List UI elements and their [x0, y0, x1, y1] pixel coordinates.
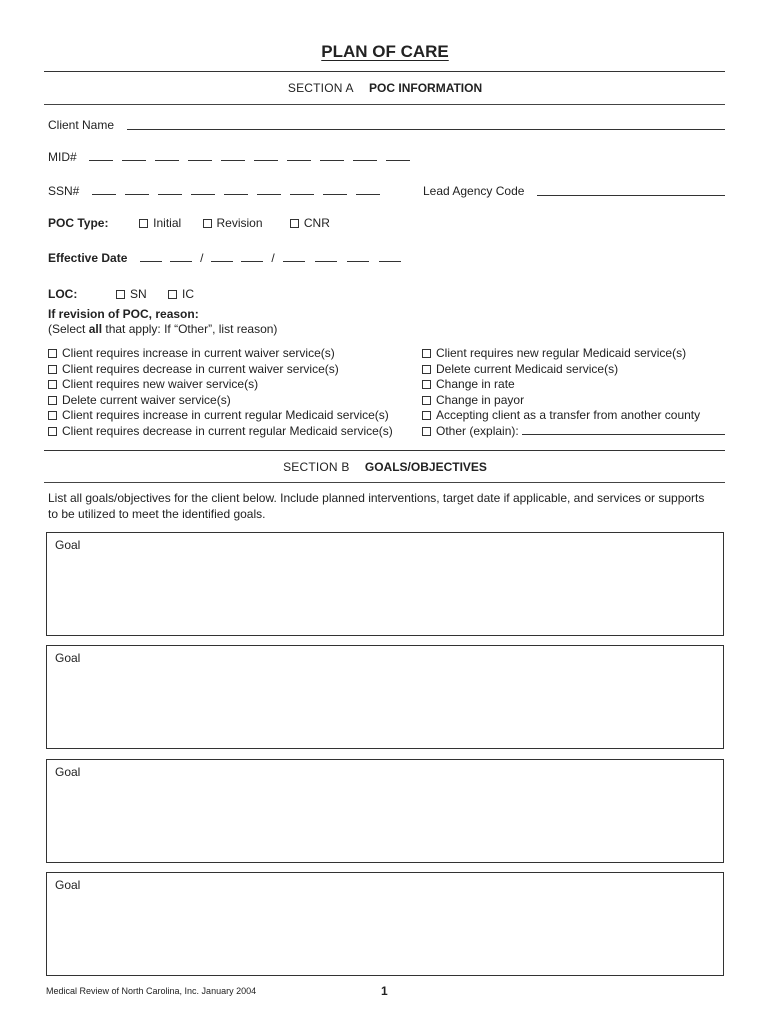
checkbox[interactable]	[422, 396, 431, 405]
poc-type-label: POC Type:	[48, 216, 109, 230]
reason-item[interactable]: Client requires increase in current waiver service(s)	[48, 346, 393, 362]
reason-item[interactable]: Change in payor	[422, 393, 700, 409]
section-b-header	[0, 460, 770, 474]
footer-text: Medical Review of North Carolina, Inc. January 2004	[46, 986, 257, 996]
goal-label: Goal	[55, 538, 81, 552]
checkbox[interactable]	[48, 411, 57, 420]
reason-item[interactable]: Accepting client as a transfer from another county	[422, 408, 700, 424]
loc-row	[48, 287, 212, 301]
divider	[44, 482, 725, 483]
reason-item[interactable]: Change in rate	[422, 377, 700, 393]
checkbox[interactable]	[422, 365, 431, 374]
checkbox[interactable]	[422, 380, 431, 389]
poc-type-row	[48, 216, 348, 230]
poc-type-revision-option[interactable]: Revision	[203, 216, 263, 230]
mid-row	[48, 150, 419, 164]
checkbox[interactable]	[48, 380, 57, 389]
divider	[44, 71, 725, 72]
goals-instructions: List all goals/objectives for the client below. Include planned interventions, target date if applicable, and services or supports to be utilized to meet the identified goals.	[48, 491, 705, 521]
checkbox[interactable]	[422, 349, 431, 358]
page-number: 1	[381, 984, 388, 998]
lead-agency-field[interactable]	[537, 195, 725, 196]
checkbox[interactable]	[48, 396, 57, 405]
client-name-label: Client Name	[48, 118, 115, 132]
poc-type-initial-option[interactable]: Initial	[139, 216, 181, 230]
section-a-header	[0, 81, 770, 95]
goal-box[interactable]	[46, 759, 724, 863]
mid-field[interactable]	[89, 150, 419, 164]
reason-item[interactable]: Client requires new waiver service(s)	[48, 377, 393, 393]
reason-item[interactable]: Client requires increase in current regular Medicaid service(s)	[48, 408, 393, 424]
checkbox[interactable]	[290, 219, 299, 228]
checkbox[interactable]	[48, 427, 57, 436]
reason-item[interactable]: Delete current waiver service(s)	[48, 393, 393, 409]
reason-item[interactable]: Client requires decrease in current regular Medicaid service(s)	[48, 424, 393, 440]
checkbox[interactable]	[48, 349, 57, 358]
checkbox[interactable]	[203, 219, 212, 228]
section-a-prefix: SECTION A	[287, 81, 354, 95]
revision-heading: If revision of POC, reason:	[48, 307, 199, 321]
checkbox[interactable]	[422, 411, 431, 420]
divider	[44, 104, 725, 105]
effective-date-field[interactable]: / /	[140, 251, 401, 265]
section-a-name: POC INFORMATION	[369, 81, 483, 95]
checkbox[interactable]	[168, 290, 177, 299]
goal-box[interactable]	[46, 872, 724, 976]
goal-label: Goal	[55, 765, 81, 779]
divider	[44, 450, 725, 451]
revision-reasons-left	[48, 346, 393, 439]
reason-item[interactable]: Delete current Medicaid service(s)	[422, 362, 700, 378]
checkbox[interactable]	[139, 219, 148, 228]
mid-label: MID#	[48, 150, 77, 164]
client-name-field[interactable]	[127, 129, 725, 130]
ssn-row	[48, 184, 389, 198]
effective-date-row	[48, 251, 401, 265]
revision-instructions: (Select all that apply: If “Other”, list reason)	[48, 322, 278, 336]
loc-ic-option[interactable]: IC	[168, 287, 194, 301]
goal-label: Goal	[55, 878, 81, 892]
goal-label: Goal	[55, 651, 81, 665]
goal-box[interactable]	[46, 532, 724, 636]
ssn-field[interactable]	[92, 184, 389, 198]
loc-sn-option[interactable]: SN	[116, 287, 147, 301]
page-title: PLAN OF CARE	[321, 42, 449, 61]
ssn-label: SSN#	[48, 184, 80, 198]
reason-item[interactable]: Client requires new regular Medicaid service(s)	[422, 346, 700, 362]
lead-agency-label: Lead Agency Code	[423, 184, 525, 198]
revision-reasons-right	[422, 346, 700, 439]
poc-type-cnr-option[interactable]: CNR	[290, 216, 330, 230]
effective-date-label: Effective Date	[48, 251, 128, 265]
goal-box[interactable]	[46, 645, 724, 749]
section-b-prefix: SECTION B	[283, 460, 350, 474]
loc-label: LOC:	[48, 287, 78, 301]
other-explain-field[interactable]	[522, 434, 725, 435]
section-b-name: GOALS/OBJECTIVES	[364, 460, 487, 474]
checkbox[interactable]	[48, 365, 57, 374]
checkbox[interactable]	[422, 427, 431, 436]
checkbox[interactable]	[116, 290, 125, 299]
reason-item[interactable]: Other (explain):	[422, 424, 700, 440]
reason-item[interactable]: Client requires decrease in current waiver service(s)	[48, 362, 393, 378]
